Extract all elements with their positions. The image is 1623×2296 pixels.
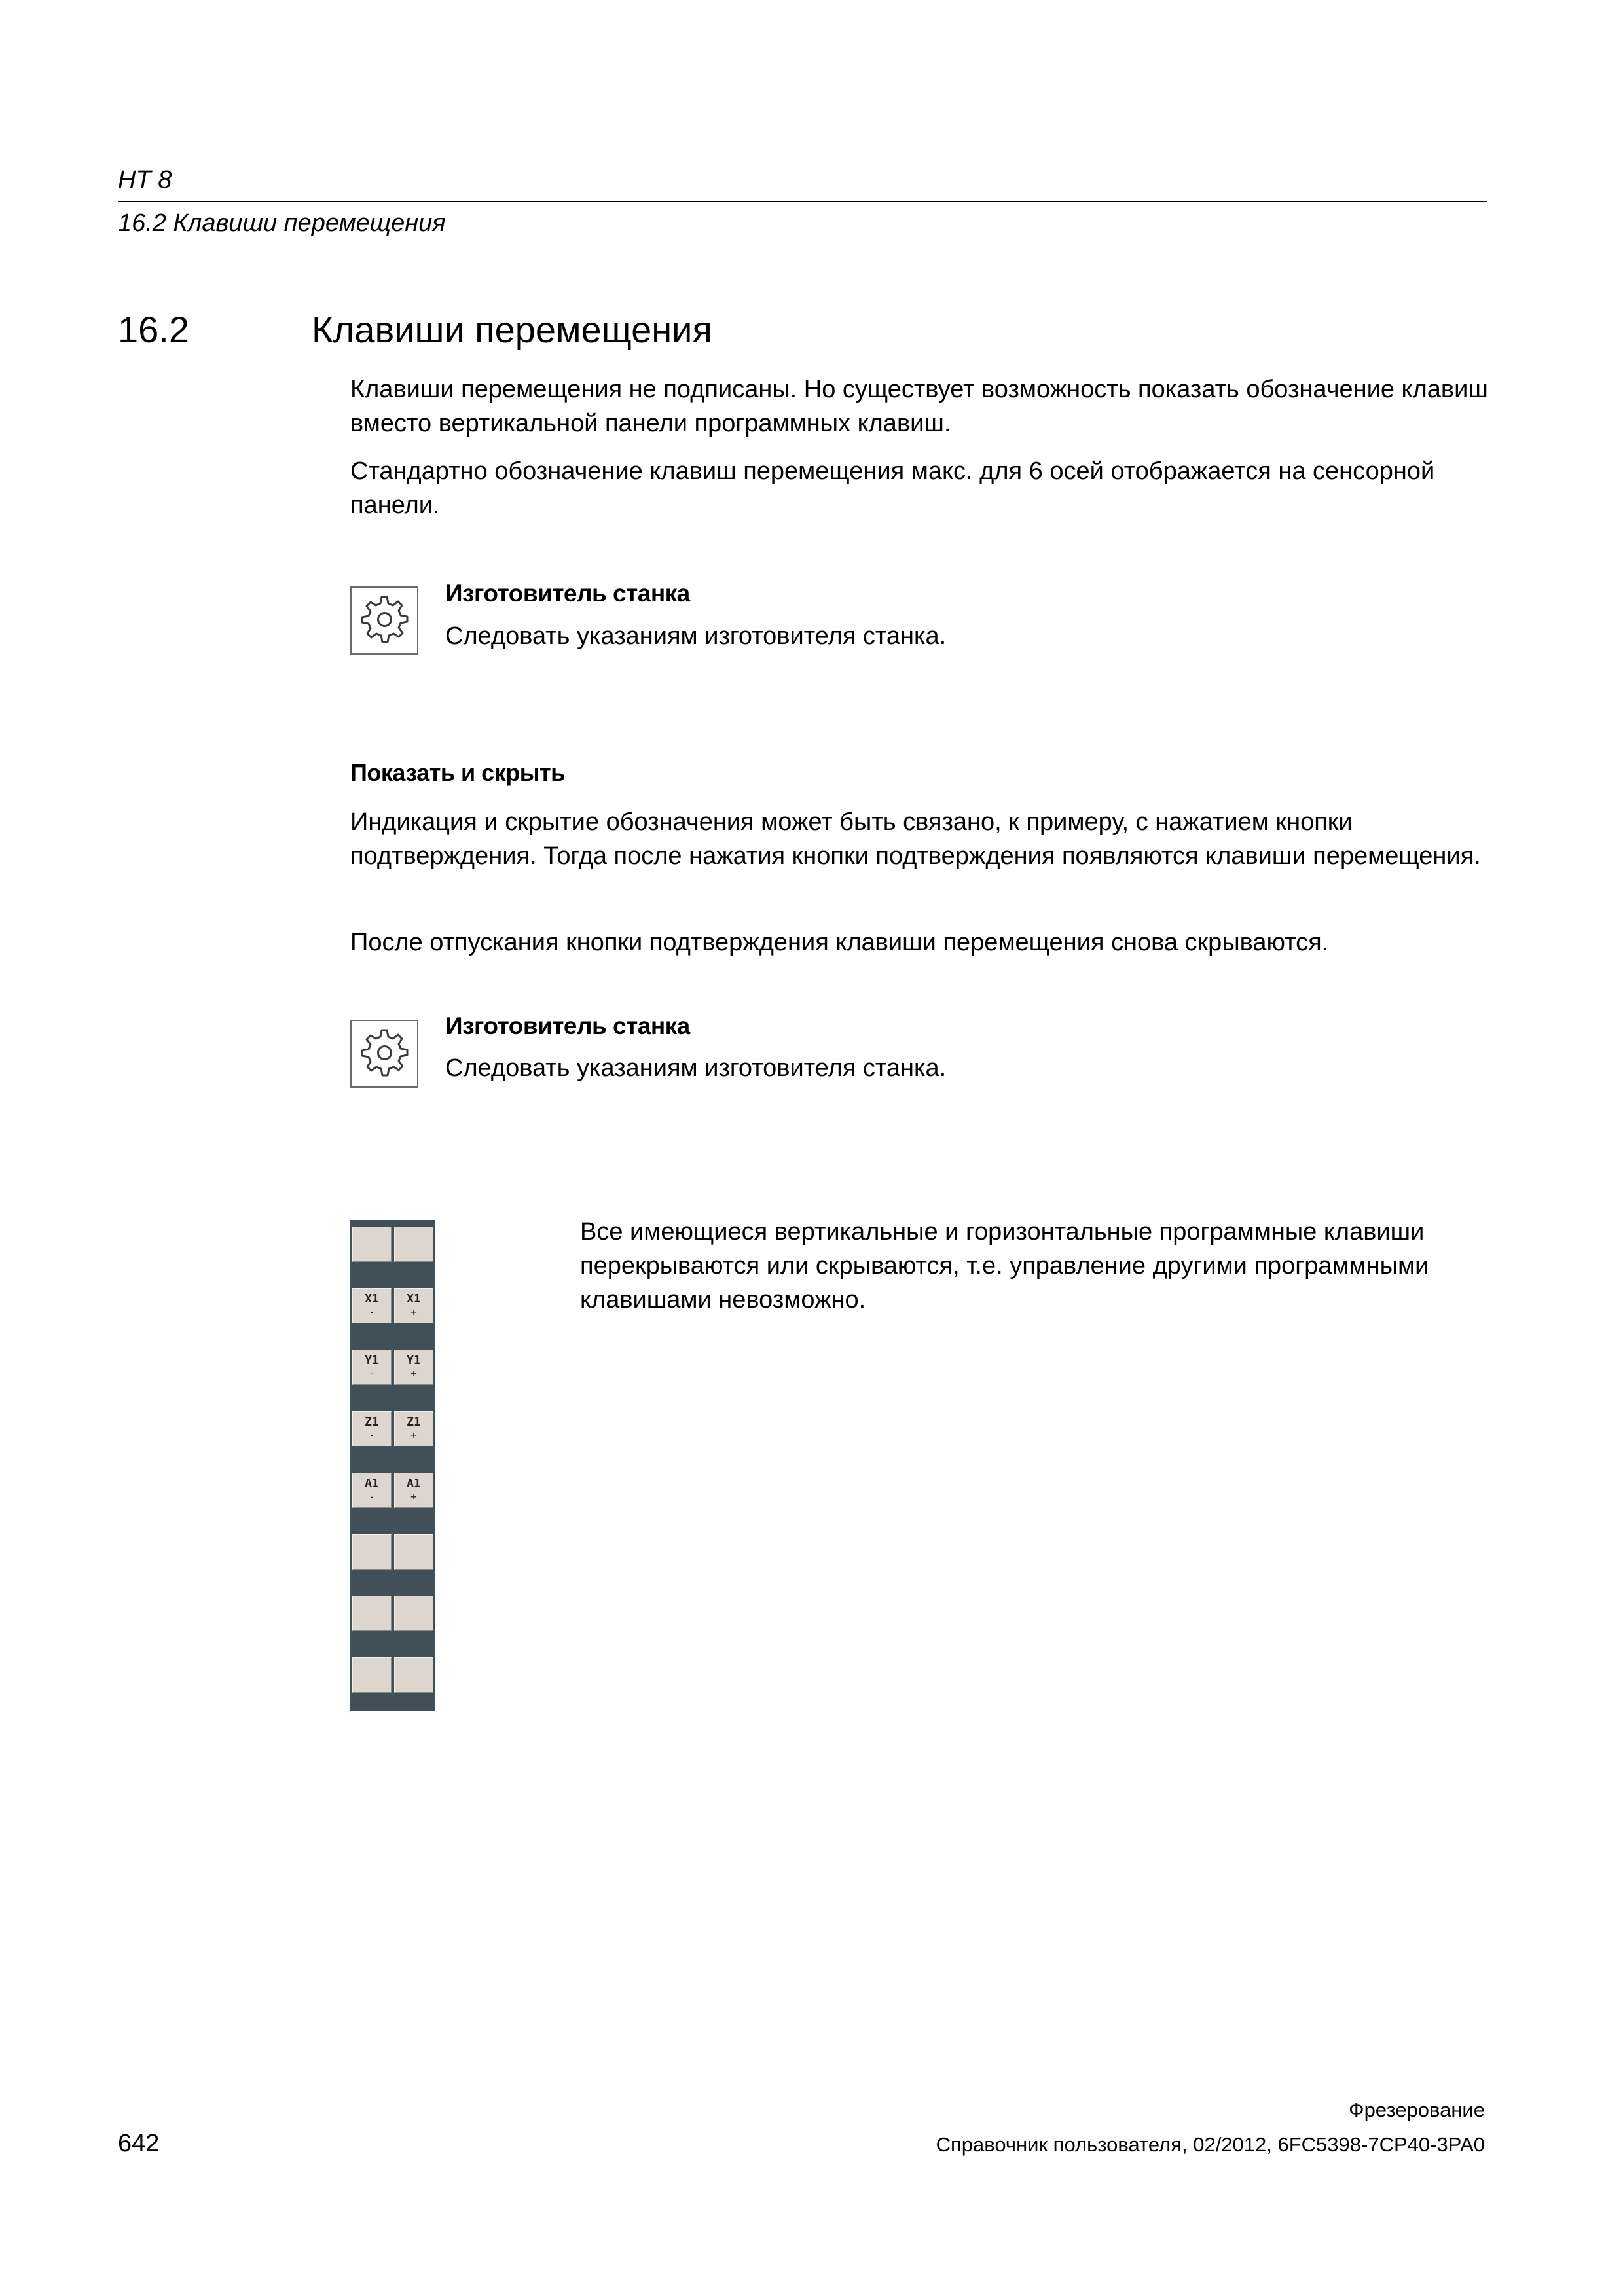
traverse-key-empty[interactable] [352,1596,392,1631]
section-number: 16.2 [118,309,189,350]
key-sign-label: + [410,1490,417,1503]
traverse-key-a1-plus[interactable] [394,1473,433,1508]
traverse-key-empty[interactable] [394,1657,433,1693]
key-sign-label: - [369,1429,375,1441]
footer-manual-topic: Фрезерование [1349,2098,1485,2121]
running-header-section: 16.2 Клавиши перемещения [118,209,446,237]
traverse-key-empty[interactable] [394,1596,433,1631]
traverse-key-empty[interactable] [394,1534,433,1570]
key-panel-description: Все имеющиеся вертикальные и горизонтальные программные клавиши перекрываются или скрываются, т.е. управление другими программными клавишами невозможно. [580,1218,1429,1314]
key-sign-label: - [369,1306,375,1318]
paragraph-intro: Клавиши перемещения не подписаны. Но существует возможность показать обозначение клавиш вместо вертикальной панели программных клавиш. [350,376,1488,437]
paragraph-release: После отпускания кнопки подтверждения клавиши перемещения снова скрываются. [350,929,1329,956]
traverse-key-empty[interactable] [352,1534,392,1570]
key-axis-label: Z1 [407,1415,421,1429]
traverse-key-z1-minus[interactable] [352,1411,392,1446]
traverse-key-a1-minus[interactable] [352,1473,392,1508]
traverse-key-empty[interactable] [394,1227,433,1262]
key-sign-label: + [410,1367,417,1380]
header-divider [118,201,1487,202]
key-axis-label: A1 [365,1477,379,1490]
key-axis-label: Z1 [365,1415,379,1429]
subheading-show-hide: Показать и скрыть [350,759,565,786]
paragraph-standard: Стандартно обозначение клавиш перемещения макс. для 6 осей отображается на сенсорной панели. [350,457,1435,519]
note-text-manufacturer: Следовать указаниям изготовителя станка. [445,622,947,650]
gear-icon [350,1020,418,1088]
key-axis-label: X1 [365,1292,379,1306]
section-title: Клавиши перемещения [312,309,712,350]
gear-icon [350,586,418,655]
key-axis-label: Y1 [365,1354,379,1367]
key-sign-label: - [369,1367,375,1380]
traverse-key-x1-minus[interactable] [352,1288,392,1323]
note-title-manufacturer: Изготовитель станка [445,580,690,607]
key-sign-label: - [369,1490,375,1503]
key-axis-label: X1 [407,1292,421,1306]
note-text-manufacturer: Следовать указаниям изготовителя станка. [445,1054,947,1082]
page-number: 642 [118,2130,160,2157]
key-sign-label: + [410,1306,417,1318]
key-axis-label: Y1 [407,1354,421,1367]
key-sign-label: + [410,1429,417,1441]
traverse-key-y1-minus[interactable] [352,1350,392,1385]
traverse-key-empty[interactable] [352,1657,392,1693]
traverse-key-z1-plus[interactable] [394,1411,433,1446]
running-header-title: HT 8 [118,166,172,194]
note-title-manufacturer: Изготовитель станка [445,1013,690,1039]
traverse-key-y1-plus[interactable] [394,1350,433,1385]
traverse-key-x1-plus[interactable] [394,1288,433,1323]
traverse-key-empty[interactable] [352,1227,392,1262]
key-axis-label: A1 [407,1477,421,1490]
paragraph-indication: Индикация и скрытие обозначения может быть связано, к примеру, с нажатием кнопки подтверждения. Тогда после нажатия кнопки подтверждения появляются клавиши перемещения. [350,808,1481,870]
traverse-keys-panel [350,1220,435,1711]
footer-manual-reference: Справочник пользователя, 02/2012, 6FC5398-7CP40-3PA0 [936,2133,1485,2156]
